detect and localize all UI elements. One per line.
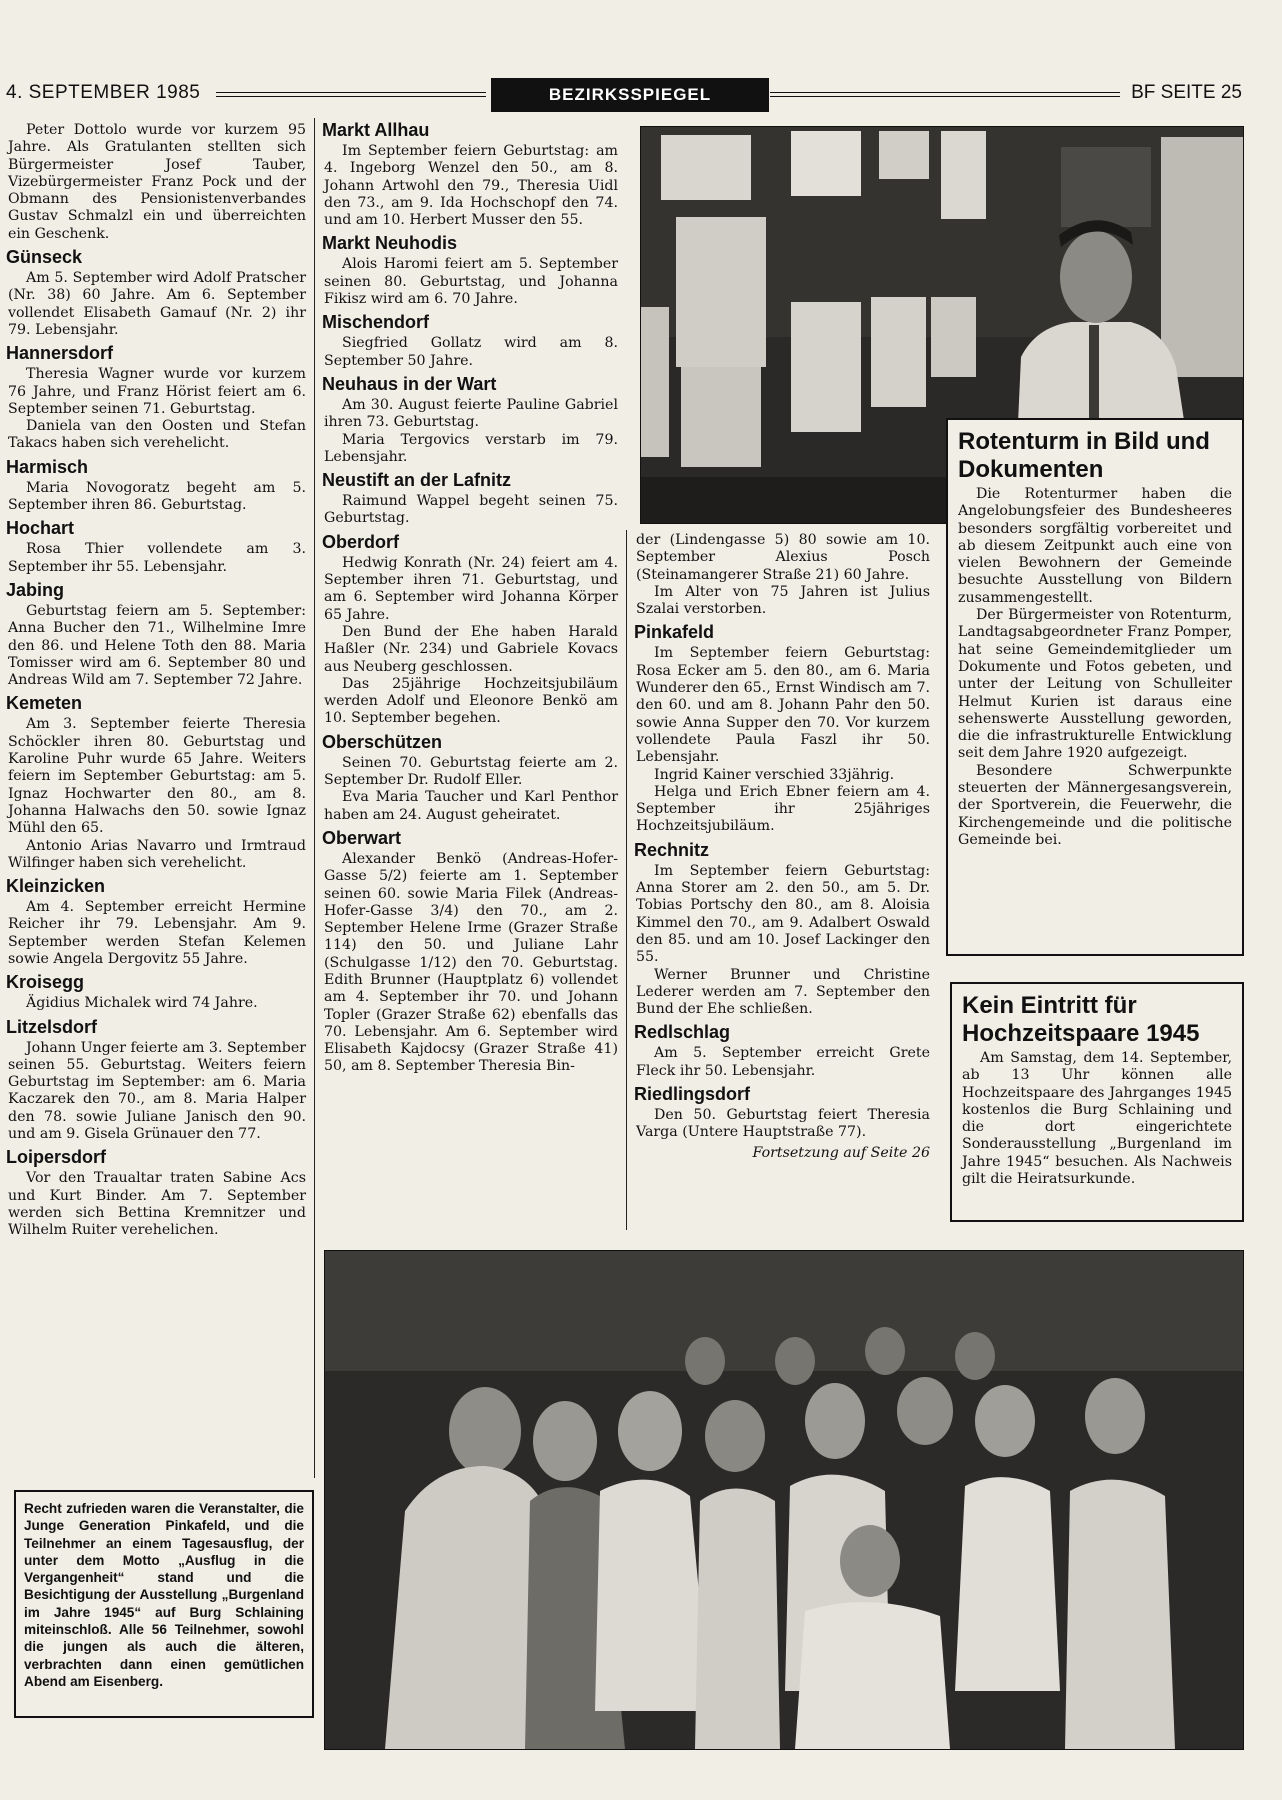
paragraph: Johann Unger feierte am 3. September seinen 55. Geburtstag. Weiters feiern Geburtstag im September: am 6. Maria Kaczarek den 70., am 8. Maria Halper den 78. sowie Juliane Janisch den 90. und am 9. Gisela Grünauer den 77. [8, 1039, 306, 1143]
paragraph: Seinen 70. Geburtstag feierte am 2. September Dr. Rudolf Eller. [324, 754, 618, 789]
paragraph: Am 5. September erreicht Grete Fleck ihr 50. Lebensjahr. [636, 1045, 930, 1079]
heading-mischendorf: Mischendorf [322, 312, 430, 333]
column-3 [636, 532, 930, 1162]
paragraph: Am 4. September erreicht Hermine Reicher ihr 79. Lebensjahr. Am 9. September werden Stefan Kelemen sowie Angela Dergovitz 55 Jahre. [8, 899, 306, 967]
paragraph: Im September feiern Geburtstag: Rosa Ecker am 5. den 80., am 6. Maria Wunderer den 65., Ernst Windisch am 7. den 60. und am 8. Johann Pahr den 50. sowie Anna Supper den 70. Vor kurzem vollendete Paula Faszl ihr 50. Lebensjahr. [636, 645, 930, 766]
paragraph: Geburtstag feiern am 5. September: Anna Bucher den 71., Wilhelmine Imre den 86. und Helene Toth den 88. Maria Tomisser wird am 6. September 80 und Andreas Wild am 7. September 72 Jahre. [8, 602, 306, 689]
header-rule-left [216, 92, 486, 97]
section-masthead: BEZIRKSSPIEGEL [491, 78, 769, 112]
paragraph: Maria Novogoratz begeht am 5. September ihren 86. Geburtstag. [8, 479, 306, 514]
group-photo [324, 1250, 1244, 1750]
paragraph: Den Bund der Ehe haben Harald Haßler (Nr. 234) und Gabriele Kovacs aus Neuberg geschlossen. [324, 623, 618, 675]
heading-kleinzicken: Kleinzicken [6, 876, 106, 897]
heading-oberdorf: Oberdorf [322, 531, 400, 552]
paragraph: Helga und Erich Ebner feiern am 4. September ihr 25jähriges Hochzeitsjubiläum. [636, 783, 930, 835]
continued-note: Fortsetzung auf Seite 26 [752, 1144, 930, 1161]
rotenturm-article-box [946, 418, 1244, 956]
paragraph: Den 50. Geburtstag feiert Theresia Varga (Untere Hauptstraße 77). [636, 1107, 930, 1141]
column-divider [626, 530, 627, 1230]
paragraph: Raimund Wappel begeht seinen 75. Geburtstag. [324, 493, 618, 527]
paragraph: Antonio Arias Navarro und Irmtraud Wilfinger haben sich verehelicht. [8, 837, 306, 871]
heading-rechnitz: Rechnitz [634, 839, 710, 860]
heading-markt-allhau: Markt Allhau [322, 120, 430, 140]
heading-kemeten: Kemeten [6, 693, 83, 714]
paragraph: Am 3. September feierte Theresia Schöckler ihren 80. Geburtstag und Karoline Puhr wurde 65 Jahre. Weiters feiern im September Geburtstag: am 5. Ignaz Hochwarter den 80., am 8. Johanna Halwachs den 50. sowie Ignaz Mühl den 65. [8, 716, 306, 837]
page-header [6, 78, 1242, 112]
group-photo-image [325, 1251, 1243, 1749]
paragraph: Maria Tergovics verstarb im 79. Lebensjahr. [324, 431, 618, 465]
heading-redlschlag: Redlschlag [634, 1022, 731, 1043]
paragraph: Theresia Wagner wurde vor kurzem 76 Jahre, und Franz Hörist feiert am 6. September seinen 71. Geburtstag. [8, 366, 306, 417]
paragraph: Das 25jährige Hochzeitsjubiläum werden Adolf und Eleonore Benkö am 10. September begehen. [324, 675, 618, 727]
paragraph: Eva Maria Taucher und Karl Penthor haben am 24. August geheiratet. [324, 789, 618, 823]
heading-oberschuetzen: Oberschützen [322, 731, 443, 752]
paragraph: Alois Haromi feiert am 5. September seinen 80. Geburtstag, und Johanna Fikisz wird am 6. 70 Jahre. [324, 256, 618, 308]
issue-date: 4. SEPTEMBER 1985 [6, 82, 201, 103]
paragraph: Am Samstag, dem 14. September, ab 13 Uhr können alle Hochzeitspaare des Jahrganges 1945 kostenlos die Burg Schlaining und die dort eingerichtete Sonderausstellung „Burgenland im Jahre 1945“ besuchen. Als Nachweis gilt die Heiratsurkunde. [962, 1050, 1232, 1188]
paragraph: Im Alter von 75 Jahren ist Julius Szalai verstorben. [636, 583, 930, 618]
heading-harmisch: Harmisch [6, 456, 89, 477]
heading-oberwart: Oberwart [322, 827, 402, 848]
intro-paragraph: Peter Dottolo wurde vor kurzem 95 Jahre. Als Gratulanten stellten sich Bürgermeister Josef Tauber, Vizebürgermeister Franz Pock und der Obmann des Pensionistenverbandes Gustav Schmalzl ein und überreichten ein Geschenk. [8, 122, 306, 242]
heading-pinkafeld: Pinkafeld [634, 622, 715, 643]
heading-hannersdorf: Hannersdorf [6, 343, 114, 364]
paragraph: Alexander Benkö (Andreas-Hofer-Gasse 5/2) feierte am 1. September seinen 60. sowie Maria Filek (Andreas-Hofer-Gasse 3/4) den 70., am 2. September Helene Irme (Grazer Straße 114) den 50. und Juliane Lahr (Schulgasse 1/12) den 70. Geburtstag. Edith Brunner (Hauptplatz 6) vollendet am 4. September ihr 70. und Johann Topler (Grazer Straße 62) ebenfalls das 70. Lebensjahr. Am 6. September wird Elisabeth Kajdocsy (Grazer Straße 41) 50, am 8. September Theresia Bin- [324, 850, 618, 1075]
paragraph: Der Bürgermeister von Rotenturm, Landtagsabgeordneter Franz Pomper, hat seine Gemeindemitglieder um Dokumente und Fotos gebeten, und unter der Leitung von Schulleiter Helmut Kurien ist daraus eine sehenswerte Ausstellung geworden, die die infrastrukturelle Entwicklung seit dem Jahre 1920 aufgezeigt. [958, 607, 1232, 762]
header-rule-right [770, 92, 1120, 97]
paragraph: Besondere Schwerpunkte steuerten der Männergesangsverein, der Sportverein, die Feuerwehr, die Kirchengemeinde und die politische Gemeinde bei. [958, 762, 1232, 848]
paragraph: Ägidius Michalek wird 74 Jahre. [26, 995, 258, 1012]
column-divider [314, 118, 315, 1478]
eintritt-article-box [950, 982, 1244, 1222]
paragraph: Hedwig Konrath (Nr. 24) feiert am 4. September ihren 71. Geburtstag, und am 6. September wird Johanna Körper 65 Jahre. [324, 554, 618, 623]
rotenturm-title: Rotenturm in Bild und Dokumenten [958, 428, 1210, 483]
heading-neuhaus: Neuhaus in der Wart [322, 373, 497, 394]
paragraph: Daniela van den Oosten und Stefan Takacs haben sich verehelicht. [8, 418, 306, 452]
heading-neustift: Neustift an der Lafnitz [322, 470, 512, 491]
paragraph: Werner Brunner und Christine Lederer werden am 7. September den Bund der Ehe schließen. [636, 966, 930, 1018]
paragraph: Die Rotenturmer haben die Angelobungsfeier des Bundesheeres besonders sorgfältig vorbereitet und ab diesem Zeitpunkt auch eine von vielen Bewohnern der Gemeinde besuchte Ausstellung von Bildern zusammengestellt. [958, 486, 1232, 606]
column-2 [324, 120, 618, 1076]
paragraph: Vor den Traualtar traten Sabine Acs und Kurt Binder. Am 7. September werden sich Bettina Kremnitzer und Wilhelm Ruiter verehelichen. [8, 1170, 306, 1239]
paragraph: Im September feiern Geburtstag: Anna Storer am 2. den 50., am 5. Dr. Tobias Portschy den 80., am 8. Aloisia Kimmel den 70., am 9. Adalbert Oswald den 85. und am 10. Josef Lackinger den 55. [636, 862, 930, 966]
paragraph: Siegfried Gollatz wird am 8. September 50 Jahre. [324, 335, 618, 369]
paragraph: der (Lindengasse 5) 80 sowie am 10. September Alexius Posch (Steinamangerer Straße 21) 60 Jahre. [636, 532, 930, 583]
paragraph: Ingrid Kainer verschied 33jährig. [654, 766, 895, 783]
heading-loipersdorf: Loipersdorf [6, 1147, 107, 1168]
paragraph: Am 30. August feierte Pauline Gabriel ihren 73. Geburtstag. [324, 396, 618, 431]
heading-jabing: Jabing [6, 579, 65, 600]
paragraph: Rosa Thier vollendete am 3. September ihr 55. Lebensjahr. [8, 541, 306, 575]
paragraph: Im September feiern Geburtstag: am 4. Ingeborg Wenzel den 50., am 8. Johann Artwohl den 79., Theresia Uidl den 73., am 9. Ida Hochschopf den 74. und am 10. Herbert Musser den 55. [324, 143, 618, 229]
heading-kroisegg: Kroisegg [6, 972, 85, 993]
group-photo-caption: Recht zufrieden waren die Veranstalter, die Junge Generation Pinkafeld, und die Teilnehmer an einem Tagesausflug, der unter dem Motto „Ausflug in die Vergangenheit“ stand und die Besichtigung der Ausstellung „Burgenland im Jahre 1945“ auf Burg Schlaining miteinschloß. Alle 56 Teilnehmer, sowohl die jungen als auch die älteren, verbrachten dann einen gemütlichen Abend am Eisenberg. [14, 1490, 314, 1718]
heading-markt-neuhodis: Markt Neuhodis [322, 233, 458, 254]
eintritt-title: Kein Eintritt für Hochzeitspaare 1945 [962, 992, 1200, 1047]
column-1 [8, 122, 306, 1240]
heading-hochart: Hochart [6, 518, 75, 539]
heading-litzelsdorf: Litzelsdorf [6, 1016, 98, 1037]
heading-guenseck: Günseck [6, 247, 83, 268]
paragraph: Am 5. September wird Adolf Pratscher (Nr. 38) 60 Jahre. Am 6. September vollendet Elisabeth Gamauf (Nr. 2) ihr 79. Lebensjahr. [8, 270, 306, 338]
heading-riedlingsdorf: Riedlingsdorf [634, 1084, 750, 1105]
page-number: BF SEITE 25 [1131, 82, 1242, 103]
